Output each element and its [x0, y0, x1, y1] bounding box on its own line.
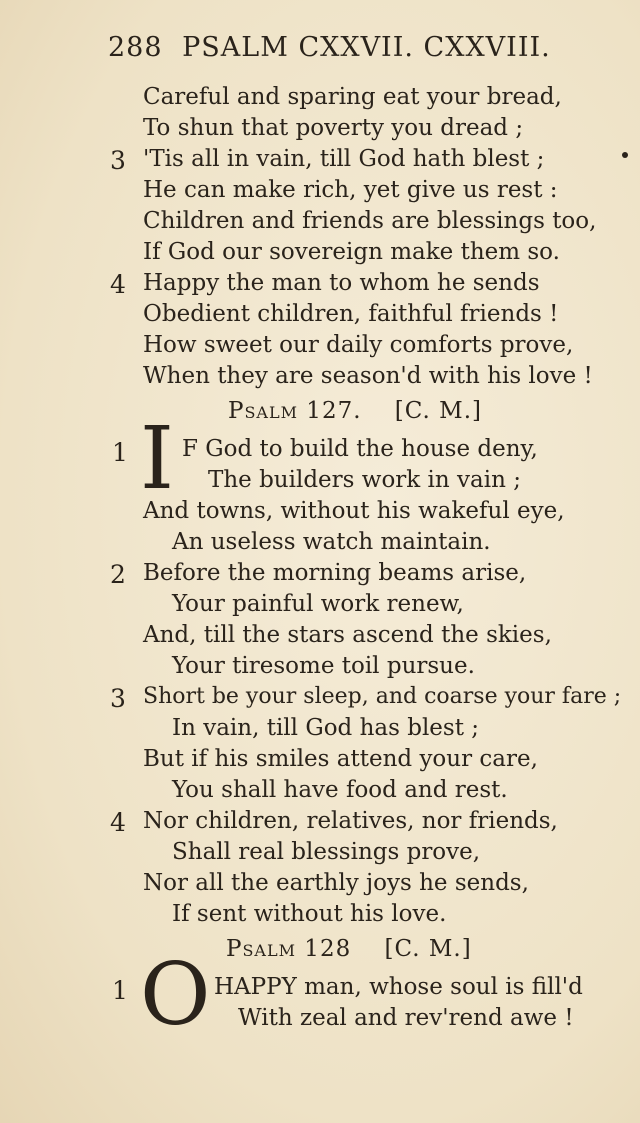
verse-line: When they are season'd with his love ! [143, 363, 593, 389]
verse-line: F God to build the house deny, [182, 436, 538, 462]
verse-line: Shall real blessings prove, [172, 839, 481, 865]
verse-line: But if his smiles attend your care, [143, 746, 538, 772]
drop-cap: I [140, 409, 174, 509]
verse-line: An useless watch maintain. [172, 529, 491, 555]
verse-number: 3 [110, 684, 126, 713]
verse-line: Before the morning beams arise, [143, 560, 527, 586]
running-header [108, 32, 608, 63]
verse-number: 1 [112, 438, 128, 467]
verse-line: He can make rich, yet give us rest : [143, 177, 558, 203]
verse-line: Nor all the earthly joys he sends, [143, 870, 529, 896]
verse-number: 3 [110, 146, 126, 175]
verse-line: 'Tis all in vain, till God hath blest ; [143, 146, 545, 172]
ink-mark [622, 152, 628, 158]
verse-line: Nor children, relatives, nor friends, [143, 808, 558, 834]
verse-line: Happy the man to whom he sends [143, 270, 540, 296]
verse-line: If God our sovereign make them so. [143, 239, 560, 265]
verse-line: Children and friends are blessings too, [143, 208, 597, 234]
verse-line: Careful and sparing eat your bread, [143, 84, 562, 110]
psalm-127-title: Psalm 127. [C. M.] [228, 398, 482, 424]
verse-line: And towns, without his wakeful eye, [143, 498, 565, 524]
verse-line: With zeal and rev'rend awe ! [238, 1005, 574, 1031]
verse-number: 4 [110, 270, 126, 299]
verse-line: The builders work in vain ; [208, 467, 521, 493]
drop-cap: O [140, 945, 211, 1045]
verse-line: HAPPY man, whose soul is fill'd [214, 974, 583, 1000]
verse-line: Obedient children, faithful friends ! [143, 301, 559, 327]
verse-line: Your tiresome toil pursue. [172, 653, 475, 679]
verse-line: Your painful work renew, [172, 591, 464, 617]
page-number: 288 [108, 32, 163, 63]
verse-line: Short be your sleep, and coarse your fare ; [143, 684, 622, 709]
verse-line: You shall have food and rest. [172, 777, 508, 803]
verse-number: 1 [112, 976, 128, 1005]
verse-number: 4 [110, 808, 126, 837]
psalm-128-title: Psalm 128 [C. M.] [226, 936, 472, 962]
verse-line: And, till the stars ascend the skies, [143, 622, 552, 648]
verse-number: 2 [110, 560, 126, 589]
verse-line: How sweet our daily comforts prove, [143, 332, 574, 358]
verse-line: In vain, till God has blest ; [172, 715, 480, 741]
verse-line: If sent without his love. [172, 901, 447, 927]
running-title: PSALM CXXVII. CXXVIII. [182, 32, 551, 63]
verse-line: To shun that poverty you dread ; [143, 115, 524, 141]
